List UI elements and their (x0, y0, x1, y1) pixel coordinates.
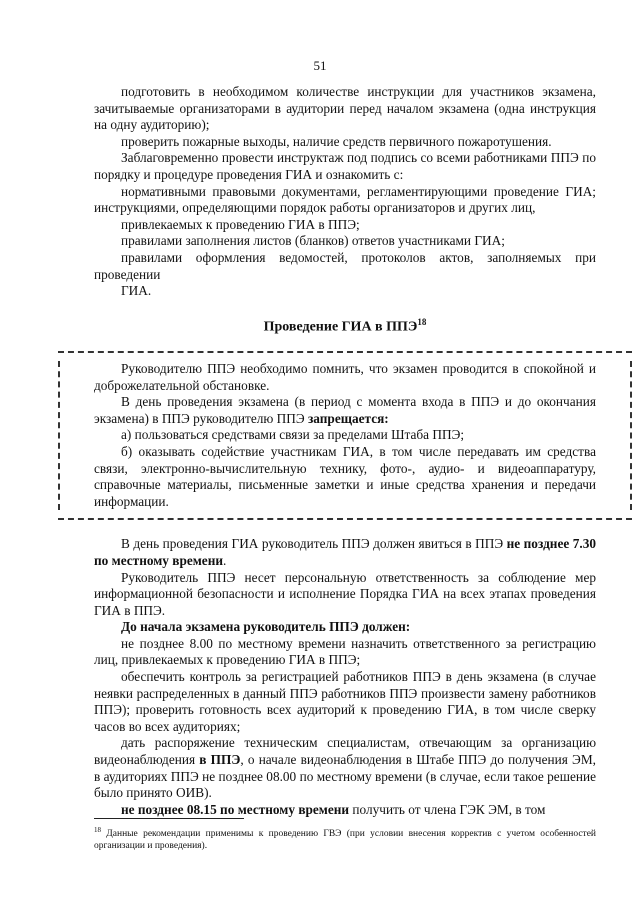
body-p7-text: получить от члена ГЭК ЭМ, в том (349, 801, 546, 817)
footnote-reference: 18 (417, 316, 427, 327)
body-paragraph-5: обеспечить контроль за регистрацией работников ППЭ в день экзамена (в случае неявки распределенных в данный ППЭ работников ППЭ произвести замену работников ППЭ); проверить готовность всех аудиторий к проведению ГИА, в том числе сверку часов во всех аудиториях; (94, 669, 596, 734)
notice-paragraph-2 (94, 394, 596, 427)
notice-p2-text: В день проведения экзамена (в период с момента входа в ППЭ и до окончания экзамена) в ППЭ руководителю ППЭ (94, 394, 596, 426)
body-paragraph-6 (94, 735, 596, 801)
section-title: Проведение ГИА в ППЭ (263, 319, 418, 335)
notice-box (58, 351, 632, 520)
body-paragraph-3 (94, 619, 596, 636)
body-paragraph-4: не позднее 8.00 по местному времени назначить ответственного за регистрацию лиц, привлекаемых к проведению ГИА в ППЭ; (94, 635, 596, 668)
footnote-divider (94, 818, 244, 819)
notice-paragraph-3: а) пользоваться средствами связи за пределами Штаба ППЭ; (121, 427, 465, 443)
body-p3-bold: До начала экзамена руководитель ППЭ должен: (121, 619, 411, 635)
footnote-marker: 18 (94, 826, 101, 834)
body-p6-end: , о начале видеонаблюдения в Штабе ППЭ до получения ЭМ, в аудиториях ППЭ не позднее 08.00 по местному времени (в случае, если такое решение было принято ОИВ). (94, 752, 596, 801)
page-content (94, 84, 596, 818)
body-p1-bold: не позднее 7.30 по местному времени (94, 536, 597, 568)
intro-paragraph-5: привлекаемых к проведению ГИА в ППЭ; (121, 216, 360, 232)
intro-paragraph-7: правилами оформления ведомостей, протоколов актов, заполняемых при проведении (94, 249, 596, 282)
intro-paragraph-3: Заблаговременно провести инструктаж под подпись со всеми работниками ППЭ по порядку и процедуре проведения ГИА и ознакомить с: (94, 150, 596, 182)
notice-paragraph-4: б) оказывать содействие участникам ГИА, в том числе передавать им средства связи, электронно-вычислительную технику, фото-, аудио- и видеоаппаратуру, справочные материалы, письменные заметки и иные средства хранения и передачи информации. (94, 443, 596, 509)
body-paragraph-7 (94, 802, 596, 819)
notice-p2-bold: запрещается: (307, 410, 389, 426)
intro-paragraph-2: проверить пожарные выходы, наличие средств первичного пожаротушения. (121, 133, 552, 149)
body-p1-text: В день проведения ГИА руководитель ППЭ должен явиться в ППЭ (121, 536, 507, 552)
body-p7-bold: не позднее 08.15 по местному времени (121, 801, 350, 817)
footnote (94, 824, 596, 852)
intro-paragraph-1: подготовить в необходимом количестве инструкции для участников экзамена, зачитываемые организаторами в аудитории перед началом экзамена (одна инструкция на одну аудиторию); (94, 84, 596, 133)
section-heading (94, 314, 596, 336)
body-p6-text: дать распоряжение техническим специалистам, отвечающим за организацию видеонаблюдения (94, 735, 596, 768)
body-section (94, 536, 596, 818)
footnote-text: Данные рекомендации применимы к проведению ГВЭ (при условии внесения корректив с учетом особенностей организации и проведения). (94, 829, 596, 852)
body-paragraph-2: Руководитель ППЭ несет персональную ответственность за соблюдение мер информационной безопасности и исполнение Порядка ГИА на всех этапах проведения ГИА в ППЭ. (94, 569, 596, 618)
intro-paragraph-4: нормативными правовыми документами, регламентирующими проведение ГИА; инструкциями, определяющими порядок работы организаторов и других лиц, (94, 183, 596, 216)
notice-paragraph-1: Руководителю ППЭ необходимо помнить, что экзамен проводится в спокойной и доброжелательной обстановке. (94, 360, 596, 393)
body-p6-bold: в ППЭ (199, 752, 241, 768)
intro-paragraph-6: правилами заполнения листов (бланков) ответов участниками ГИА; (121, 233, 505, 249)
page-number: 51 (313, 58, 327, 73)
intro-paragraph-8: ГИА. (121, 283, 152, 299)
body-paragraph-1 (94, 536, 596, 569)
body-p1-end: . (223, 552, 227, 568)
